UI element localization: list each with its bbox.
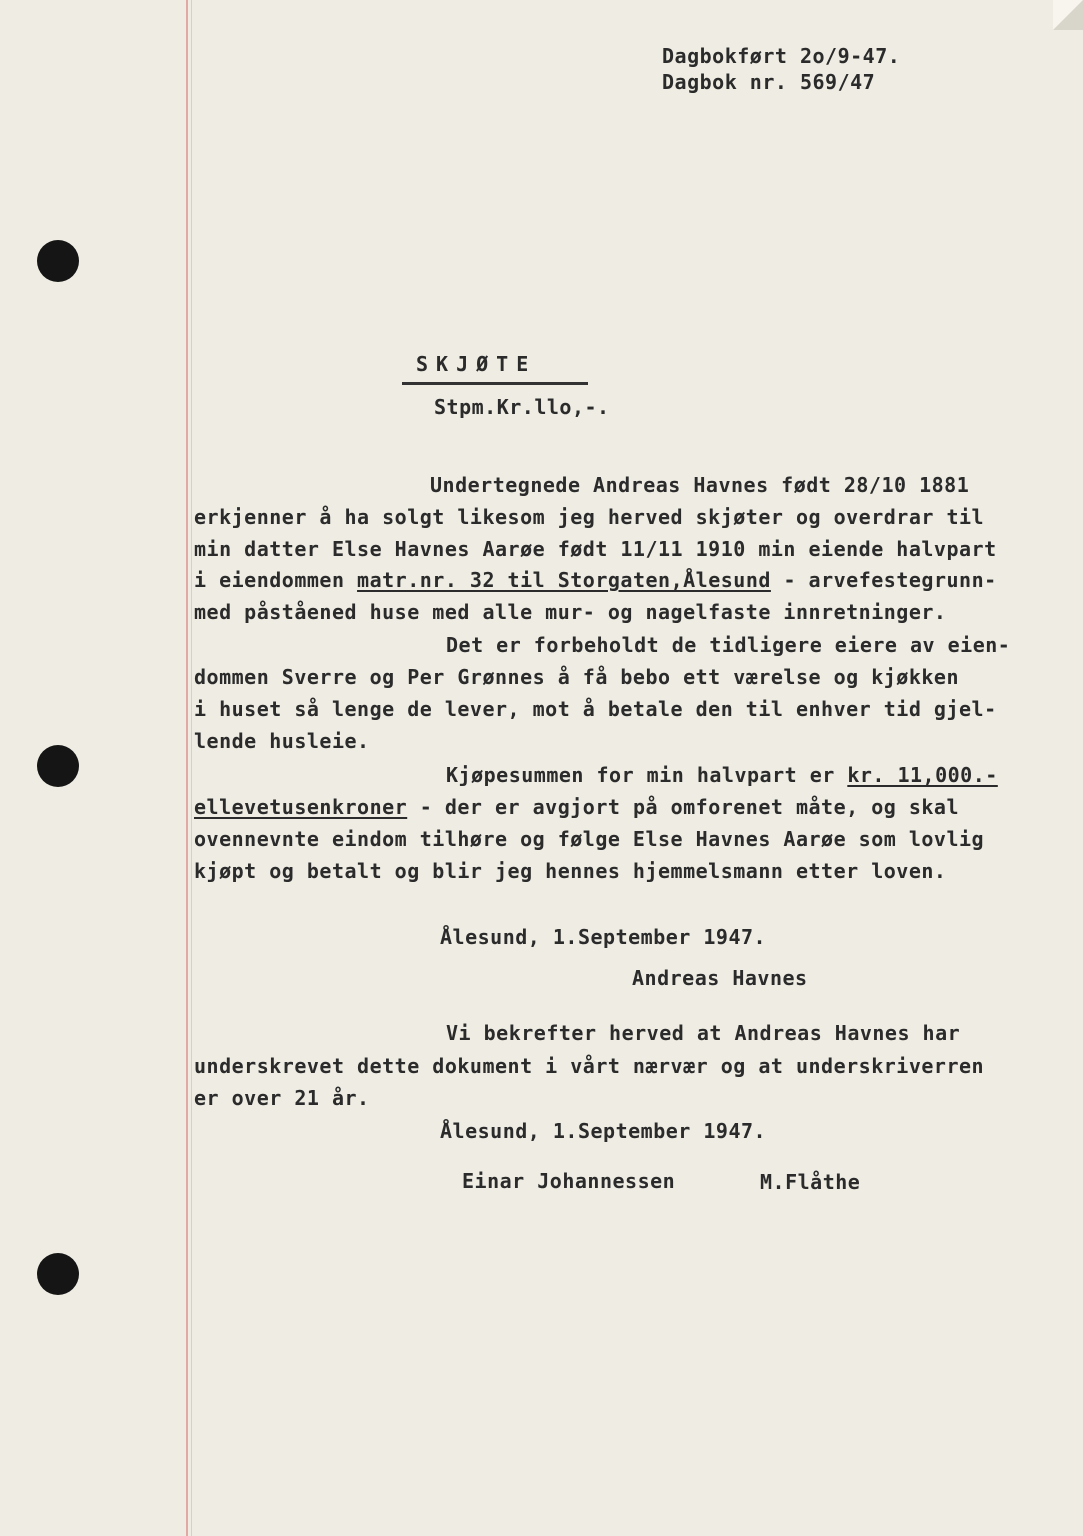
dagbok-number: Dagbok nr. 569/47 [662,70,876,94]
witness-name-1: Einar Johannessen [462,1169,676,1193]
body-line: med påståened huse med alle mur- og nagelfaste innretninger. [194,600,947,624]
body-line [446,763,998,787]
property-reference: matr.nr. 32 til Storgaten,Ålesund [357,568,771,592]
punch-hole-top [37,240,79,282]
body-text: Kjøpesummen for min halvpart er [446,763,848,787]
place-date: Ålesund, 1.September 1947. [440,925,767,949]
body-line [194,795,959,819]
stamp-duty: Stpm.Kr.llo,-. [434,395,610,419]
body-line: Undertegnede Andreas Havnes født 28/10 1881 [430,473,970,497]
body-line [194,568,997,592]
margin-rule-secondary [191,0,192,1536]
body-text: - der er avgjort på omforenet måte, og skal [407,795,960,819]
margin-rule [186,0,188,1536]
body-line: kjøpt og betalt og blir jeg hennes hjemmelsmann etter loven. [194,859,947,883]
dagbok-date: Dagbokført 2o/9-47. [662,44,901,68]
body-text: i eiendommen [194,568,358,592]
document-title: SKJØTE [416,352,537,376]
amount-in-words: ellevetusenkroner [194,795,408,819]
purchase-amount: kr. 11,000.- [847,763,998,787]
place-date-witness: Ålesund, 1.September 1947. [440,1119,767,1143]
body-line: min datter Else Havnes Aarøe født 11/11 1910 min eiende halvpart [194,537,997,561]
body-line: i huset så lenge de lever, mot å betale den til enhver tid gjel- [194,697,997,721]
body-line: ovennevnte eindom tilhøre og følge Else Havnes Aarøe som lovlig [194,827,985,851]
punch-hole-bottom [37,1253,79,1295]
witness-statement: Vi bekrefter herved at Andreas Havnes har [446,1021,961,1045]
body-line: dommen Sverre og Per Grønnes å få bebo ett værelse og kjøkken [194,665,960,689]
witness-name-2: M.Flåthe [760,1170,861,1194]
witness-statement: underskrevet dette dokument i vårt nærvær og at underskriverren [194,1054,985,1078]
signer-name: Andreas Havnes [632,966,808,990]
folded-corner [1053,0,1083,30]
body-line: erkjenner å ha solgt likesom jeg herved skjøter og overdrar til [194,505,985,529]
title-underline [402,382,588,385]
body-line: lende husleie. [194,729,370,753]
body-line: Det er forbeholdt de tidligere eiere av eien- [446,633,1011,657]
witness-statement: er over 21 år. [194,1086,370,1110]
body-text: - arvefestegrunn- [770,568,997,592]
punch-hole-middle [37,745,79,787]
